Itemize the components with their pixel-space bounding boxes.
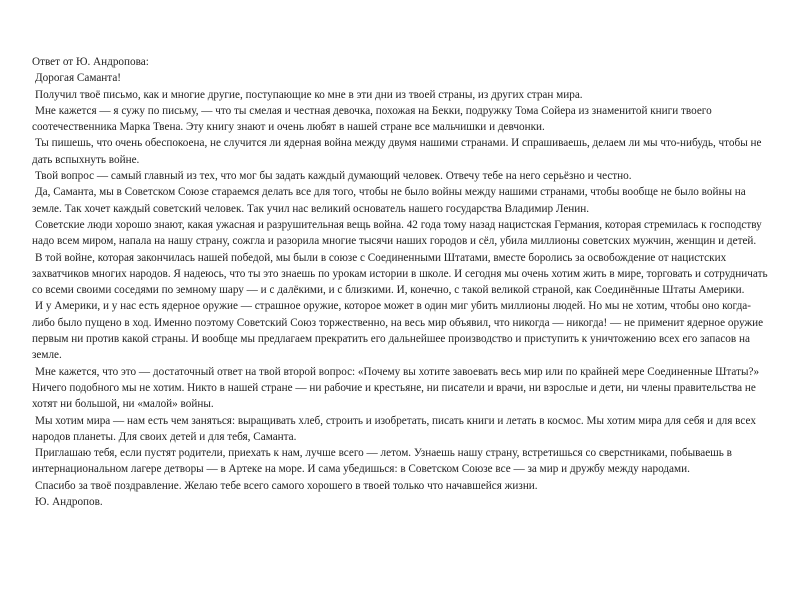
letter-header: Ответ от Ю. Андропова:: [32, 56, 149, 68]
letter-body: [32, 54, 768, 510]
letter-paragraph: Мне кажется, что это — достаточный ответ на твой второй вопрос: «Почему вы хотите завоевать весь мир или по крайней мере Соединенные Штаты?» Ничего подобного мы не хотим. Никто в нашей стране — ни рабочие и крестьяне, ни писатели и врачи, ни взрослые и дети, ни члены правительства не хотят ни большой, ни «малой» войны.: [32, 365, 760, 411]
letter-paragraph: Получил твоё письмо, как и многие другие, поступающие ко мне в эти дни из твоей страны, из других стран мира.: [35, 88, 583, 101]
letter-paragraph: Спасибо за твоё поздравление. Желаю тебе всего самого хорошего в твоей только что начавшейся жизни.: [35, 479, 538, 492]
letter-paragraph: Да, Саманта, мы в Советском Союзе стараемся делать все для того, чтобы не было войны между нашими странами, чтобы вообще не было войны на земле. Так хочет каждый советский человек. Так учил нас великий основатель нашего государства Владимир Ленин.: [32, 186, 746, 215]
letter-paragraph: Советские люди хорошо знают, какая ужасная и разрушительная вещь война. 42 года тому назад нацистская Германия, которая стремилась к господству надо всем миром, напала на нашу страну, сожгла и разорила многие тысячи наших городов и сёл, убила миллионы советских мужчин, женщин и детей.: [32, 218, 762, 248]
letter-paragraph: В той войне, которая закончилась нашей победой, мы были в союзе с Соединенными Штатами, вместе боролись за освобождение от нацистских захватчиков многих народов. Я надеюсь, что ты это знаешь по урокам истории в школе. И сегодня мы очень хотим жить в мире, торговать и сотрудничать со всеми своими соседями по земному шару — и с далёкими, и с близкими. И, конечно, с такой великой страной, как Соединённые Штаты Америки.: [32, 251, 768, 297]
letter-greeting: Дорогая Саманта!: [35, 72, 122, 85]
letter-paragraph: Приглашаю тебя, если пустят родители, приехать к нам, лучше всего — летом. Узнаешь нашу страну, встретишься со сверстниками, побываешь в интернациональном лагере детворы — в Артеке на море. И сама убедишься: в Советском Союзе все — за мир и дружбу между народами.: [32, 447, 732, 476]
letter-signature: Ю. Андропов.: [35, 496, 103, 509]
letter-paragraph: Ты пишешь, что очень обеспокоена, не случится ли ядерная война между двумя нашими странами. И спрашиваешь, делаем ли мы что-нибудь, чтобы не дать вспыхнуть войне.: [32, 137, 762, 166]
letter-paragraph: Мне кажется — я сужу по письму, — что ты смелая и честная девочка, похожая на Бекки, подружку Тома Сойера из знаменитой книги твоего соотечественника Марка Твена. Эту книгу знают и очень любят в нашей стране все мальчишки и девчонки.: [32, 104, 712, 134]
letter-paragraph: Мы хотим мира — нам есть чем заняться: выращивать хлеб, строить и изобретать, писать книги и летать в космос. Мы хотим мира для себя и для всех народов планеты. Для своих детей и для тебя, Саманта.: [32, 414, 756, 443]
letter-paragraph: Твой вопрос — самый главный из тех, что мог бы задать каждый думающий человек. Отвечу тебе на него серьёзно и честно.: [35, 170, 632, 183]
letter-paragraph: И у Америки, и у нас есть ядерное оружие — страшное оружие, которое может в один миг убить миллионы людей. Но мы не хотим, чтобы оно когда-либо было пущено в ход. Именно поэтому Советский Союз торжественно, на весь мир объявил, что никогда — никогда! — не применит ядерное оружие первым ни против какой страны. И вообще мы предлагаем прекратить его дальнейшее производство и приступить к уничтожению всех его запасов на земле.: [32, 300, 764, 362]
